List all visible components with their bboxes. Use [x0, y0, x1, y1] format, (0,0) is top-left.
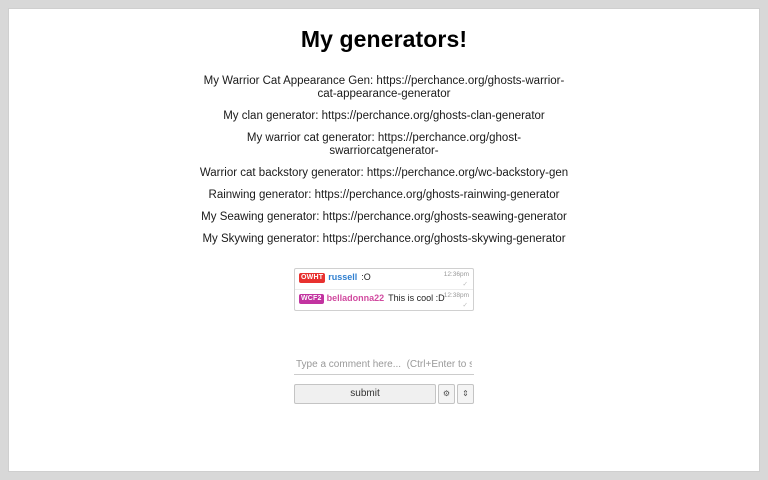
comment-message[interactable]: [295, 289, 473, 310]
generator-link-item[interactable]: My Skywing generator: https://perchance.org/ghosts-skywing-generator: [202, 233, 566, 245]
page-title: My generators!: [300, 26, 468, 52]
generator-link-item[interactable]: Rainwing generator: https://perchance.org/ghosts-rainwing-generator: [208, 189, 560, 201]
generator-link-item[interactable]: My clan generator: https://perchance.org/ghosts-clan-generator: [223, 110, 545, 122]
resize-icon[interactable]: ⇕: [457, 384, 474, 404]
generator-link-item[interactable]: My warrior cat generator: https://perchance.org/ghost-swarriorcatgenerator-: [246, 132, 522, 157]
page-container: [8, 8, 760, 472]
generator-link-item[interactable]: My Seawing generator: https://perchance.org/ghosts-seawing-generator: [201, 211, 567, 223]
user-badge: OWHT: [301, 274, 324, 281]
comment-input[interactable]: [294, 356, 474, 375]
check-icon: ✓: [462, 281, 468, 288]
check-icon: ✓: [462, 302, 468, 309]
comment-timestamp: 12:38pm: [443, 292, 469, 299]
comment-thread: [294, 268, 474, 311]
submit-button[interactable]: submit: [294, 384, 436, 404]
comment-text: This is cool :D: [388, 293, 445, 303]
comment-message[interactable]: [295, 269, 473, 289]
comment-author[interactable]: belladonna22: [326, 293, 385, 303]
generator-link-item[interactable]: Warrior cat backstory generator: https://perchance.org/wc-backstory-gen: [199, 167, 569, 179]
user-badge: WCF2: [301, 295, 322, 302]
comment-text: :O: [361, 272, 371, 282]
generator-link-list: [9, 75, 759, 246]
generator-link-item[interactable]: My Warrior Cat Appearance Gen: https://perchance.org/ghosts-warrior-cat-appearance-generator: [203, 75, 565, 100]
comment-actions: [294, 384, 474, 404]
gear-icon[interactable]: ⚙: [438, 384, 455, 404]
comment-timestamp: 12:36pm: [443, 271, 469, 278]
comment-author[interactable]: russell: [328, 272, 358, 282]
